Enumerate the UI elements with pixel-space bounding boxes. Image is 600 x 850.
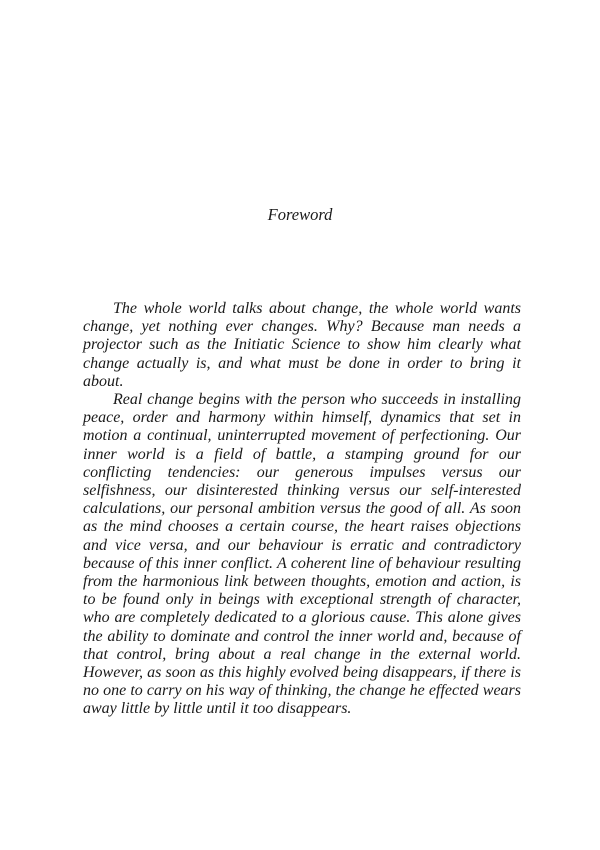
page-title: Foreword xyxy=(267,205,333,224)
paragraph-1: The whole world talks about change, the whole world wants change, yet nothing ever changes. Why? Because man needs a projector such as the Initiatic Science to show him clearly what change actually is, and what must be done in order to bring it about. xyxy=(83,300,521,390)
foreword-body xyxy=(83,300,521,719)
paragraph-2: Real change begins with the person who succeeds in installing peace, order and harmony within himself, dynamics that set in motion a continual, uninterrupted movement of perfectioning. Our inner world is a field of battle, a stamping ground for our conflicting tendencies: our generous impulses versus our selfishness, our disinterested thinking versus our self-interested calculations, our personal ambition versus the good of all. As soon as the mind chooses a certain course, the heart raises objections and vice versa, and our behaviour is erratic and contradictory because of this inner conflict. A coherent line of behaviour resulting from the harmonious link between thoughts, emotion and action, is to be found only in beings with exceptional strength of character, who are completely dedicated to a glorious cause. This alone gives the ability to dominate and control the inner world and, because of that control, bring about a real change in the external world. However, as soon as this highly evolved being disappears, if there is no one to carry on his way of thinking, the change he effected wears away little by little until it too disappears. xyxy=(83,391,521,718)
